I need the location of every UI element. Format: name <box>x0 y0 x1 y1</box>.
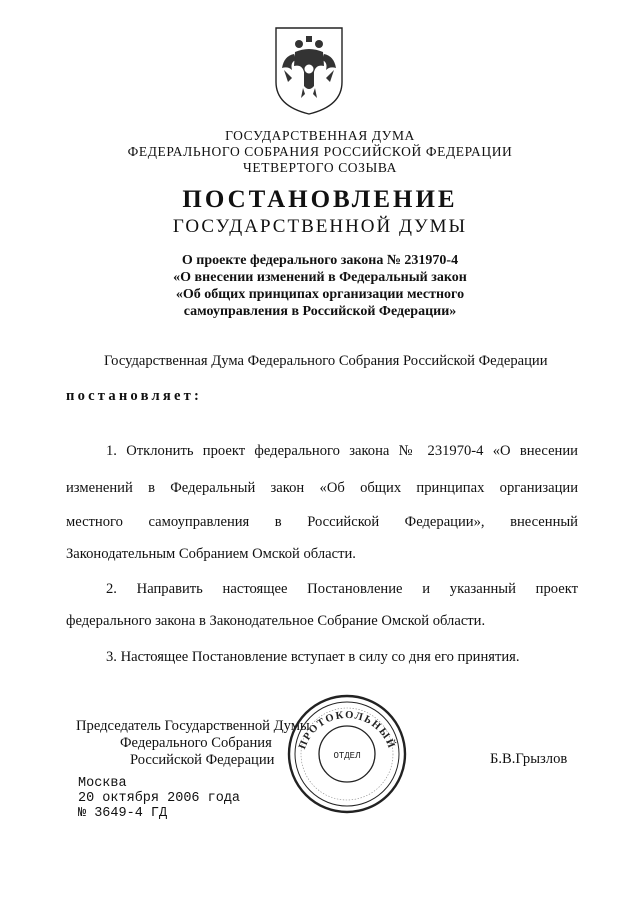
convocation-line: ЧЕТВЕРТОГО СОЗЫВА <box>243 160 397 175</box>
signatory-name: Б.В.Грызлов <box>490 751 568 767</box>
stamp-ring-text: ПРОТОКОЛЬНЫЙ <box>297 709 397 751</box>
subject-line-2: «О внесении изменений в Федеральный закон <box>173 270 467 285</box>
signatory-title-line-3: Российской Федерации <box>130 752 275 768</box>
resolves-word: постановляет: <box>66 388 203 404</box>
subject-line-3: «Об общих принципах организации местного <box>175 287 465 302</box>
footer-date: 20 октября 2006 года <box>78 791 241 806</box>
paragraph-1-line-2: изменений в Федеральный закон «Об общих принципах организации <box>66 480 578 496</box>
stamp-center-text: ОТДЕЛ <box>333 751 361 761</box>
state-emblem-icon <box>270 22 348 118</box>
footer-document-number: № 3649-4 ГД <box>78 806 168 821</box>
document-issuer-title: ГОСУДАРСТВЕННОЙ ДУМЫ <box>172 216 468 237</box>
chamber-name-line-1: ГОСУДАРСТВЕННАЯ ДУМА <box>225 128 415 143</box>
paragraph-1-line-1: 1. Отклонить проект федерального закона № 231970-4 «О внесении <box>106 443 578 459</box>
signatory-title-line-1: Председатель Государственной Думы <box>76 718 310 734</box>
paragraph-2-line-2: федерального закона в Законодательное Собрание Омской области. <box>66 613 486 629</box>
paragraph-3: 3. Настоящее Постановление вступает в силу со дня его принятия. <box>106 649 520 665</box>
footer-city: Москва <box>78 776 127 791</box>
subject-line-4: самоуправления в Российской Федерации» <box>183 304 457 319</box>
intro-paragraph: Государственная Дума Федерального Собрания Российской Федерации <box>104 353 548 369</box>
signatory-title-line-2: Федерального Собрания <box>120 735 272 751</box>
official-stamp-icon <box>285 692 409 816</box>
document-type-title: ПОСТАНОВЛЕНИЕ <box>182 186 458 213</box>
chamber-name-line-2: ФЕДЕРАЛЬНОГО СОБРАНИЯ РОССИЙСКОЙ ФЕДЕРАЦИИ <box>127 144 513 159</box>
paragraph-1-line-4: Законодательным Собранием Омской области. <box>66 546 356 562</box>
subject-line-1: О проекте федерального закона № 231970-4 <box>181 253 459 268</box>
paragraph-1-line-3: местного самоуправления в Российской Федерации», внесенный <box>66 514 578 530</box>
paragraph-2-line-1: 2. Направить настоящее Постановление и указанный проект <box>106 581 578 597</box>
